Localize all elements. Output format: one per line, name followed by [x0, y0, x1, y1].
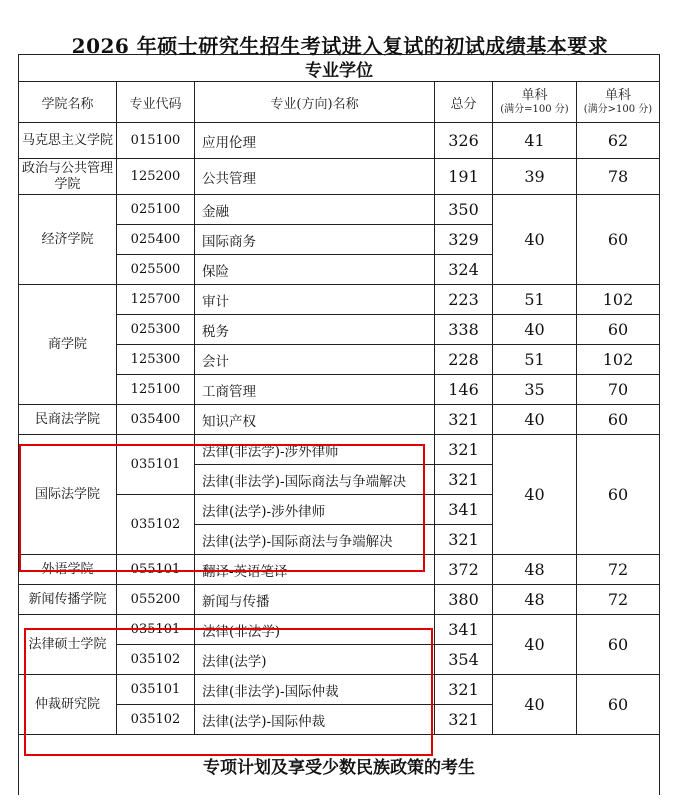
- total-cell: 326: [435, 123, 493, 159]
- single-100-cell: 51: [493, 345, 577, 375]
- code-cell: 015100: [117, 123, 195, 159]
- single-100-cell: 40: [493, 435, 577, 555]
- code-cell: 025100: [117, 195, 195, 225]
- table-row: [19, 123, 660, 159]
- college-cell: 商学院: [19, 285, 117, 405]
- code-cell: 035101: [117, 675, 195, 705]
- single-100-cell: 40: [493, 615, 577, 675]
- table-row: [19, 285, 660, 315]
- page-title: 2026 年硕士研究生招生考试进入复试的初试成绩基本要求: [71, 34, 609, 58]
- college-cell: 外语学院: [19, 555, 117, 585]
- header-total: 总分: [435, 82, 493, 123]
- column-header-row: [19, 82, 660, 123]
- major-cell: 法律(法学)-国际仲裁: [195, 705, 435, 735]
- total-cell: 341: [435, 615, 493, 645]
- total-cell: 338: [435, 315, 493, 345]
- major-cell: 法律(法学): [195, 645, 435, 675]
- single-100-cell: 41: [493, 123, 577, 159]
- major-cell: 税务: [195, 315, 435, 345]
- header-single-100-label: 单科: [521, 88, 548, 103]
- single-over-100-cell: 70: [577, 375, 660, 405]
- footer-section-row: [19, 735, 660, 796]
- single-100-cell: 40: [493, 675, 577, 735]
- college-cell: 马克思主义学院: [19, 123, 117, 159]
- table-row: [19, 675, 660, 705]
- single-100-cell: 40: [493, 405, 577, 435]
- header-single-over-100-label: 单科: [604, 88, 631, 103]
- major-cell: 法律(法学)-国际商法与争端解决: [195, 525, 435, 555]
- code-cell: 025300: [117, 315, 195, 345]
- college-cell: 国际法学院: [19, 435, 117, 555]
- single-over-100-cell: 60: [577, 405, 660, 435]
- code-cell: 035102: [117, 645, 195, 675]
- total-cell: 321: [435, 525, 493, 555]
- single-over-100-cell: 60: [577, 315, 660, 345]
- table-row: [19, 195, 660, 225]
- footer-section-title: 专项计划及享受少数民族政策的考生: [19, 735, 660, 796]
- major-cell: 法律(非法学)-涉外律师: [195, 435, 435, 465]
- single-100-cell: 40: [493, 315, 577, 345]
- single-over-100-cell: 72: [577, 555, 660, 585]
- total-cell: 228: [435, 345, 493, 375]
- major-cell: 法律(非法学)-国际仲裁: [195, 675, 435, 705]
- single-100-cell: 40: [493, 195, 577, 285]
- code-cell: 035400: [117, 405, 195, 435]
- table-row: [19, 615, 660, 645]
- single-over-100-cell: 62: [577, 123, 660, 159]
- single-100-cell: 51: [493, 285, 577, 315]
- major-cell: 应用伦理: [195, 123, 435, 159]
- total-cell: 321: [435, 675, 493, 705]
- section-title: 专业学位: [19, 55, 660, 82]
- major-cell: 金融: [195, 195, 435, 225]
- total-cell: 321: [435, 465, 493, 495]
- code-cell: 035102: [117, 705, 195, 735]
- total-cell: 146: [435, 375, 493, 405]
- college-cell: 仲裁研究院: [19, 675, 117, 735]
- total-cell: 324: [435, 255, 493, 285]
- college-cell: 新闻传播学院: [19, 585, 117, 615]
- table-row: [19, 435, 660, 465]
- single-over-100-cell: 102: [577, 285, 660, 315]
- table-row: [19, 555, 660, 585]
- major-cell: 公共管理: [195, 159, 435, 195]
- header-major: 专业(方向)名称: [195, 82, 435, 123]
- table-row: [19, 585, 660, 615]
- total-cell: 321: [435, 435, 493, 465]
- code-cell: 035101: [117, 615, 195, 645]
- major-cell: 法律(法学)-涉外律师: [195, 495, 435, 525]
- single-over-100-cell: 60: [577, 195, 660, 285]
- college-cell: 经济学院: [19, 195, 117, 285]
- college-cell: 民商法学院: [19, 405, 117, 435]
- single-100-cell: 39: [493, 159, 577, 195]
- major-cell: 会计: [195, 345, 435, 375]
- single-over-100-cell: 60: [577, 675, 660, 735]
- code-cell: 035101: [117, 435, 195, 495]
- single-over-100-cell: 72: [577, 585, 660, 615]
- header-single-over-100: [577, 82, 660, 123]
- score-table: [18, 54, 660, 795]
- header-single-100-note: (满分=100 分): [500, 104, 569, 115]
- single-over-100-cell: 60: [577, 435, 660, 555]
- total-cell: 321: [435, 405, 493, 435]
- single-100-cell: 48: [493, 555, 577, 585]
- section-header-row: [19, 55, 660, 82]
- major-cell: 法律(非法学)-国际商法与争端解决: [195, 465, 435, 495]
- total-cell: 191: [435, 159, 493, 195]
- code-cell: 125100: [117, 375, 195, 405]
- single-100-cell: 48: [493, 585, 577, 615]
- header-single-over-100-note: (满分>100 分): [583, 104, 653, 115]
- single-over-100-cell: 78: [577, 159, 660, 195]
- total-cell: 329: [435, 225, 493, 255]
- total-cell: 223: [435, 285, 493, 315]
- table-row: [19, 159, 660, 195]
- major-cell: 审计: [195, 285, 435, 315]
- college-cell: 法律硕士学院: [19, 615, 117, 675]
- major-cell: 工商管理: [195, 375, 435, 405]
- header-single-100: [493, 82, 577, 123]
- code-cell: 125700: [117, 285, 195, 315]
- major-cell: 国际商务: [195, 225, 435, 255]
- total-cell: 350: [435, 195, 493, 225]
- code-cell: 125300: [117, 345, 195, 375]
- header-college: 学院名称: [19, 82, 117, 123]
- table-row: [19, 405, 660, 435]
- code-cell: 035102: [117, 495, 195, 555]
- code-cell: 025400: [117, 225, 195, 255]
- major-cell: 法律(非法学): [195, 615, 435, 645]
- code-cell: 055101: [117, 555, 195, 585]
- single-over-100-cell: 60: [577, 615, 660, 675]
- total-cell: 372: [435, 555, 493, 585]
- single-over-100-cell: 102: [577, 345, 660, 375]
- total-cell: 354: [435, 645, 493, 675]
- code-cell: 125200: [117, 159, 195, 195]
- major-cell: 翻译-英语笔译: [195, 555, 435, 585]
- code-cell: 025500: [117, 255, 195, 285]
- college-cell: 政治与公共管理学院: [19, 159, 117, 195]
- major-cell: 保险: [195, 255, 435, 285]
- total-cell: 321: [435, 705, 493, 735]
- major-cell: 知识产权: [195, 405, 435, 435]
- total-cell: 380: [435, 585, 493, 615]
- header-code: 专业代码: [117, 82, 195, 123]
- major-cell: 新闻与传播: [195, 585, 435, 615]
- single-100-cell: 35: [493, 375, 577, 405]
- total-cell: 341: [435, 495, 493, 525]
- code-cell: 055200: [117, 585, 195, 615]
